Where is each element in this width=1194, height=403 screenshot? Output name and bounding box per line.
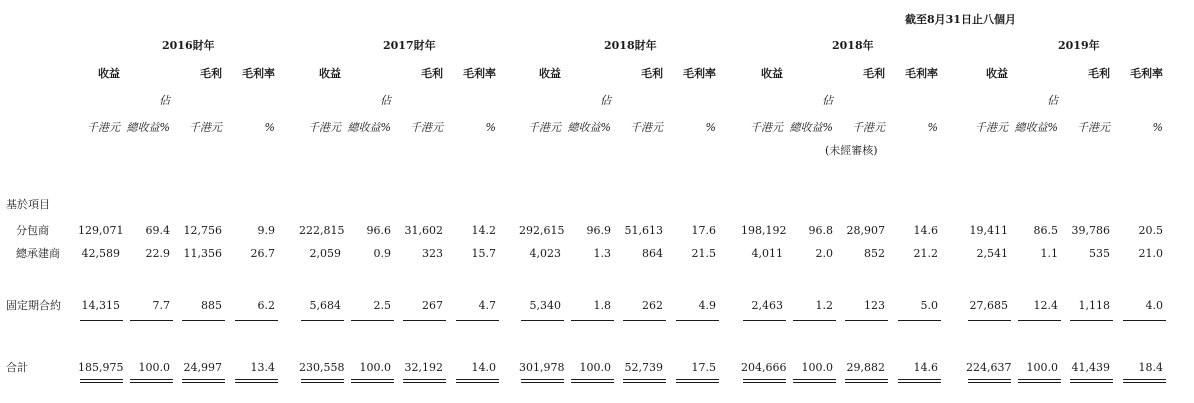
table-cell: 14,315 xyxy=(81,299,120,312)
subtotal-rule xyxy=(676,320,719,321)
subtotal-rule xyxy=(80,320,123,321)
subtotal-rule xyxy=(301,320,344,321)
total-rule-bottom xyxy=(623,382,666,383)
table-cell: 9.9 xyxy=(257,224,275,237)
table-cell: 100.0 xyxy=(801,361,833,374)
share-header-line2: 總收益% xyxy=(567,121,611,134)
revenue-header: 收益 xyxy=(761,67,783,80)
gross-margin-header: 毛利率 xyxy=(905,67,938,80)
table-cell: 42,589 xyxy=(81,247,120,260)
share-header-line1: 佔 xyxy=(159,94,170,107)
share-header-line1: 佔 xyxy=(1047,94,1058,107)
gross-profit-header: 毛利 xyxy=(1088,67,1110,80)
subtotal-rule xyxy=(623,320,666,321)
table-cell: 4.0 xyxy=(1145,299,1163,312)
subtotal-rule xyxy=(182,320,225,321)
table-cell: 123 xyxy=(864,299,885,312)
table-cell: 1.3 xyxy=(593,247,611,260)
total-rule-top xyxy=(793,379,836,380)
unit-gross-profit: 千港元 xyxy=(1077,121,1110,134)
table-cell: 2,463 xyxy=(751,299,783,312)
unit-revenue: 千港元 xyxy=(308,121,341,134)
table-cell: 14.6 xyxy=(913,361,938,374)
revenue-header: 收益 xyxy=(98,67,120,80)
subtotal-rule xyxy=(1123,320,1166,321)
gross-margin-header: 毛利率 xyxy=(463,67,496,80)
group-title: 2016財年 xyxy=(162,39,215,52)
unit-margin: % xyxy=(705,121,716,134)
share-header-line1: 佔 xyxy=(600,94,611,107)
subtotal-rule xyxy=(235,320,278,321)
subtotal-rule xyxy=(1070,320,1113,321)
unit-revenue: 千港元 xyxy=(87,121,120,134)
total-rule-bottom xyxy=(301,382,344,383)
table-cell: 230,558 xyxy=(299,361,345,374)
total-rule-bottom xyxy=(403,382,446,383)
revenue-header: 收益 xyxy=(319,67,341,80)
total-rule-bottom xyxy=(845,382,888,383)
gross-profit-header: 毛利 xyxy=(200,67,222,80)
table-cell: 17.5 xyxy=(691,361,716,374)
row-total-label: 合計 xyxy=(6,361,28,374)
table-cell: 39,786 xyxy=(1071,224,1110,237)
table-cell: 100.0 xyxy=(359,361,391,374)
subtotal-rule xyxy=(743,320,786,321)
table-cell: 198,192 xyxy=(741,224,787,237)
total-rule-bottom xyxy=(793,382,836,383)
row-fixed-term-label: 固定期合約 xyxy=(6,299,61,312)
total-rule-bottom xyxy=(571,382,614,383)
total-rule-bottom xyxy=(130,382,173,383)
subtotal-rule xyxy=(845,320,888,321)
table-cell: 2.0 xyxy=(815,247,833,260)
period-header: 截至8月31日止八個月 xyxy=(905,13,1016,26)
subtotal-rule xyxy=(571,320,614,321)
unit-margin: % xyxy=(485,121,496,134)
table-cell: 1.1 xyxy=(1040,247,1058,260)
gross-margin-header: 毛利率 xyxy=(242,67,275,80)
table-cell: 864 xyxy=(642,247,663,260)
table-cell: 14.6 xyxy=(913,224,938,237)
total-rule-top xyxy=(521,379,564,380)
group-title: 2018財年 xyxy=(604,39,657,52)
subtotal-rule xyxy=(351,320,394,321)
total-rule-bottom xyxy=(898,382,941,383)
table-cell: 21.2 xyxy=(913,247,938,260)
total-rule-bottom xyxy=(968,382,1011,383)
share-header-line2: 總收益% xyxy=(347,121,391,134)
total-rule-top xyxy=(130,379,173,380)
table-cell: 19,411 xyxy=(969,224,1008,237)
table-cell: 41,439 xyxy=(1071,361,1110,374)
table-cell: 31,602 xyxy=(404,224,443,237)
group-title: 2019年 xyxy=(1058,39,1100,52)
table-cell: 14.2 xyxy=(471,224,496,237)
table-cell: 14.0 xyxy=(471,361,496,374)
total-rule-top xyxy=(1018,379,1061,380)
total-rule-top xyxy=(845,379,888,380)
table-cell: 852 xyxy=(864,247,885,260)
total-rule-bottom xyxy=(521,382,564,383)
table-cell: 32,192 xyxy=(404,361,443,374)
total-rule-bottom xyxy=(743,382,786,383)
total-rule-bottom xyxy=(1018,382,1061,383)
total-rule-top xyxy=(623,379,666,380)
table-cell: 222,815 xyxy=(299,224,345,237)
revenue-header: 收益 xyxy=(986,67,1008,80)
table-cell: 13.4 xyxy=(250,361,275,374)
unit-gross-profit: 千港元 xyxy=(189,121,222,134)
total-rule-top xyxy=(743,379,786,380)
share-header-line2: 總收益% xyxy=(1014,121,1058,134)
table-cell: 21.0 xyxy=(1138,247,1163,260)
total-rule-bottom xyxy=(676,382,719,383)
table-cell: 96.6 xyxy=(366,224,391,237)
unit-margin: % xyxy=(264,121,275,134)
subtotal-rule xyxy=(793,320,836,321)
table-cell: 15.7 xyxy=(471,247,496,260)
row-main-contractor-label: 總承建商 xyxy=(16,247,60,260)
total-rule-top xyxy=(456,379,499,380)
table-cell: 1.2 xyxy=(815,299,833,312)
table-cell: 27,685 xyxy=(969,299,1008,312)
table-cell: 0.9 xyxy=(373,247,391,260)
total-rule-top xyxy=(676,379,719,380)
table-cell: 5,340 xyxy=(529,299,561,312)
section-label: 基於項目 xyxy=(6,198,50,211)
subtotal-rule xyxy=(130,320,173,321)
group-title: 2017財年 xyxy=(383,39,436,52)
total-rule-top xyxy=(1070,379,1113,380)
table-cell: 7.7 xyxy=(152,299,170,312)
table-cell: 2,059 xyxy=(309,247,341,260)
unaudited-note: (未經審核) xyxy=(825,144,878,157)
total-rule-bottom xyxy=(456,382,499,383)
total-rule-top xyxy=(571,379,614,380)
subtotal-rule xyxy=(521,320,564,321)
table-cell: 24,997 xyxy=(183,361,222,374)
table-cell: 2,541 xyxy=(976,247,1008,260)
table-cell: 100.0 xyxy=(579,361,611,374)
subtotal-rule xyxy=(1018,320,1061,321)
total-rule-bottom xyxy=(1123,382,1166,383)
table-cell: 96.9 xyxy=(586,224,611,237)
unit-revenue: 千港元 xyxy=(528,121,561,134)
total-rule-top xyxy=(1123,379,1166,380)
table-cell: 86.5 xyxy=(1033,224,1058,237)
subtotal-rule xyxy=(968,320,1011,321)
table-cell: 292,615 xyxy=(519,224,565,237)
gross-margin-header: 毛利率 xyxy=(1130,67,1163,80)
table-cell: 18.4 xyxy=(1138,361,1163,374)
table-cell: 100.0 xyxy=(138,361,170,374)
unit-revenue: 千港元 xyxy=(750,121,783,134)
table-cell: 6.2 xyxy=(257,299,275,312)
table-cell: 28,907 xyxy=(846,224,885,237)
total-rule-top xyxy=(898,379,941,380)
gross-profit-header: 毛利 xyxy=(641,67,663,80)
table-cell: 2.5 xyxy=(373,299,391,312)
table-cell: 267 xyxy=(422,299,443,312)
gross-margin-header: 毛利率 xyxy=(683,67,716,80)
table-cell: 21.5 xyxy=(691,247,716,260)
unit-gross-profit: 千港元 xyxy=(852,121,885,134)
table-cell: 12.4 xyxy=(1033,299,1058,312)
total-rule-top xyxy=(235,379,278,380)
table-cell: 22.9 xyxy=(145,247,170,260)
table-cell: 4,011 xyxy=(751,247,783,260)
row-subcontractor-label: 分包商 xyxy=(16,224,49,237)
unit-revenue: 千港元 xyxy=(975,121,1008,134)
table-cell: 1.8 xyxy=(593,299,611,312)
unit-margin: % xyxy=(1152,121,1163,134)
total-rule-bottom xyxy=(80,382,123,383)
table-cell: 20.5 xyxy=(1138,224,1163,237)
total-rule-top xyxy=(182,379,225,380)
subtotal-rule xyxy=(456,320,499,321)
table-cell: 26.7 xyxy=(250,247,275,260)
table-cell: 301,978 xyxy=(519,361,565,374)
revenue-header: 收益 xyxy=(539,67,561,80)
unit-gross-profit: 千港元 xyxy=(630,121,663,134)
gross-profit-header: 毛利 xyxy=(421,67,443,80)
table-cell: 185,975 xyxy=(78,361,124,374)
table-cell: 29,882 xyxy=(846,361,885,374)
table-cell: 11,356 xyxy=(183,247,222,260)
table-cell: 96.8 xyxy=(808,224,833,237)
total-rule-bottom xyxy=(351,382,394,383)
share-header-line2: 總收益% xyxy=(126,121,170,134)
table-cell: 1,118 xyxy=(1078,299,1110,312)
total-rule-top xyxy=(80,379,123,380)
share-header-line1: 佔 xyxy=(380,94,391,107)
subtotal-rule xyxy=(403,320,446,321)
table-cell: 323 xyxy=(422,247,443,260)
total-rule-top xyxy=(968,379,1011,380)
table-cell: 129,071 xyxy=(78,224,124,237)
table-cell: 17.6 xyxy=(691,224,716,237)
total-rule-bottom xyxy=(1070,382,1113,383)
total-rule-top xyxy=(301,379,344,380)
table-cell: 262 xyxy=(642,299,663,312)
table-cell: 885 xyxy=(201,299,222,312)
total-rule-bottom xyxy=(235,382,278,383)
share-header-line1: 佔 xyxy=(822,94,833,107)
table-cell: 4.7 xyxy=(478,299,496,312)
share-header-line2: 總收益% xyxy=(789,121,833,134)
total-rule-bottom xyxy=(182,382,225,383)
table-cell: 224,637 xyxy=(966,361,1012,374)
table-cell: 100.0 xyxy=(1026,361,1058,374)
table-cell: 52,739 xyxy=(624,361,663,374)
table-cell: 69.4 xyxy=(145,224,170,237)
table-cell: 12,756 xyxy=(183,224,222,237)
table-cell: 4.9 xyxy=(698,299,716,312)
unit-gross-profit: 千港元 xyxy=(410,121,443,134)
table-cell: 4,023 xyxy=(529,247,561,260)
subtotal-rule xyxy=(898,320,941,321)
total-rule-top xyxy=(351,379,394,380)
unit-margin: % xyxy=(927,121,938,134)
total-rule-top xyxy=(403,379,446,380)
table-cell: 535 xyxy=(1089,247,1110,260)
table-cell: 51,613 xyxy=(624,224,663,237)
group-title: 2018年 xyxy=(832,39,874,52)
table-cell: 5,684 xyxy=(309,299,341,312)
table-cell: 204,666 xyxy=(741,361,787,374)
gross-profit-header: 毛利 xyxy=(863,67,885,80)
table-cell: 5.0 xyxy=(920,299,938,312)
